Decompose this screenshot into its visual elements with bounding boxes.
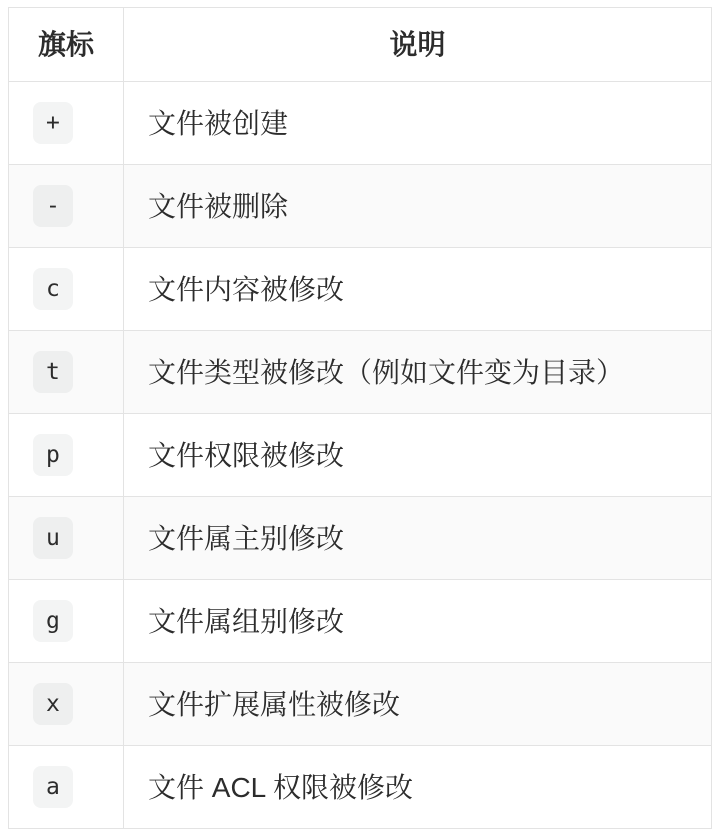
flag-badge: g [33, 600, 73, 642]
column-header-flag: 旗标 [9, 8, 124, 82]
description-cell: 文件内容被修改 [124, 248, 712, 331]
table-row [9, 82, 712, 165]
table-row [9, 746, 712, 829]
description-cell: 文件权限被修改 [124, 414, 712, 497]
flag-badge: t [33, 351, 73, 393]
flags-table [8, 7, 712, 829]
description-cell: 文件 ACL 权限被修改 [124, 746, 712, 829]
table-row [9, 414, 712, 497]
description-cell: 文件被删除 [124, 165, 712, 248]
table-row [9, 497, 712, 580]
flag-badge: u [33, 517, 73, 559]
column-header-description: 说明 [124, 8, 712, 82]
flag-cell [9, 165, 124, 248]
table-row [9, 580, 712, 663]
flag-badge: - [33, 185, 73, 227]
flag-badge: a [33, 766, 73, 808]
flag-badge: x [33, 683, 73, 725]
flag-cell [9, 414, 124, 497]
flag-cell [9, 82, 124, 165]
table-row [9, 331, 712, 414]
flag-cell [9, 663, 124, 746]
flag-badge: c [33, 268, 73, 310]
flag-cell [9, 248, 124, 331]
flag-cell [9, 580, 124, 663]
table-row [9, 248, 712, 331]
flag-badge: + [33, 102, 73, 144]
flag-cell [9, 331, 124, 414]
description-cell: 文件属主别修改 [124, 497, 712, 580]
table-row [9, 663, 712, 746]
table-row [9, 165, 712, 248]
flag-cell [9, 746, 124, 829]
description-cell: 文件属组别修改 [124, 580, 712, 663]
flag-badge: p [33, 434, 73, 476]
description-cell: 文件扩展属性被修改 [124, 663, 712, 746]
description-cell: 文件被创建 [124, 82, 712, 165]
description-cell: 文件类型被修改（例如文件变为目录） [124, 331, 712, 414]
table-header-row [9, 8, 712, 82]
flag-cell [9, 497, 124, 580]
